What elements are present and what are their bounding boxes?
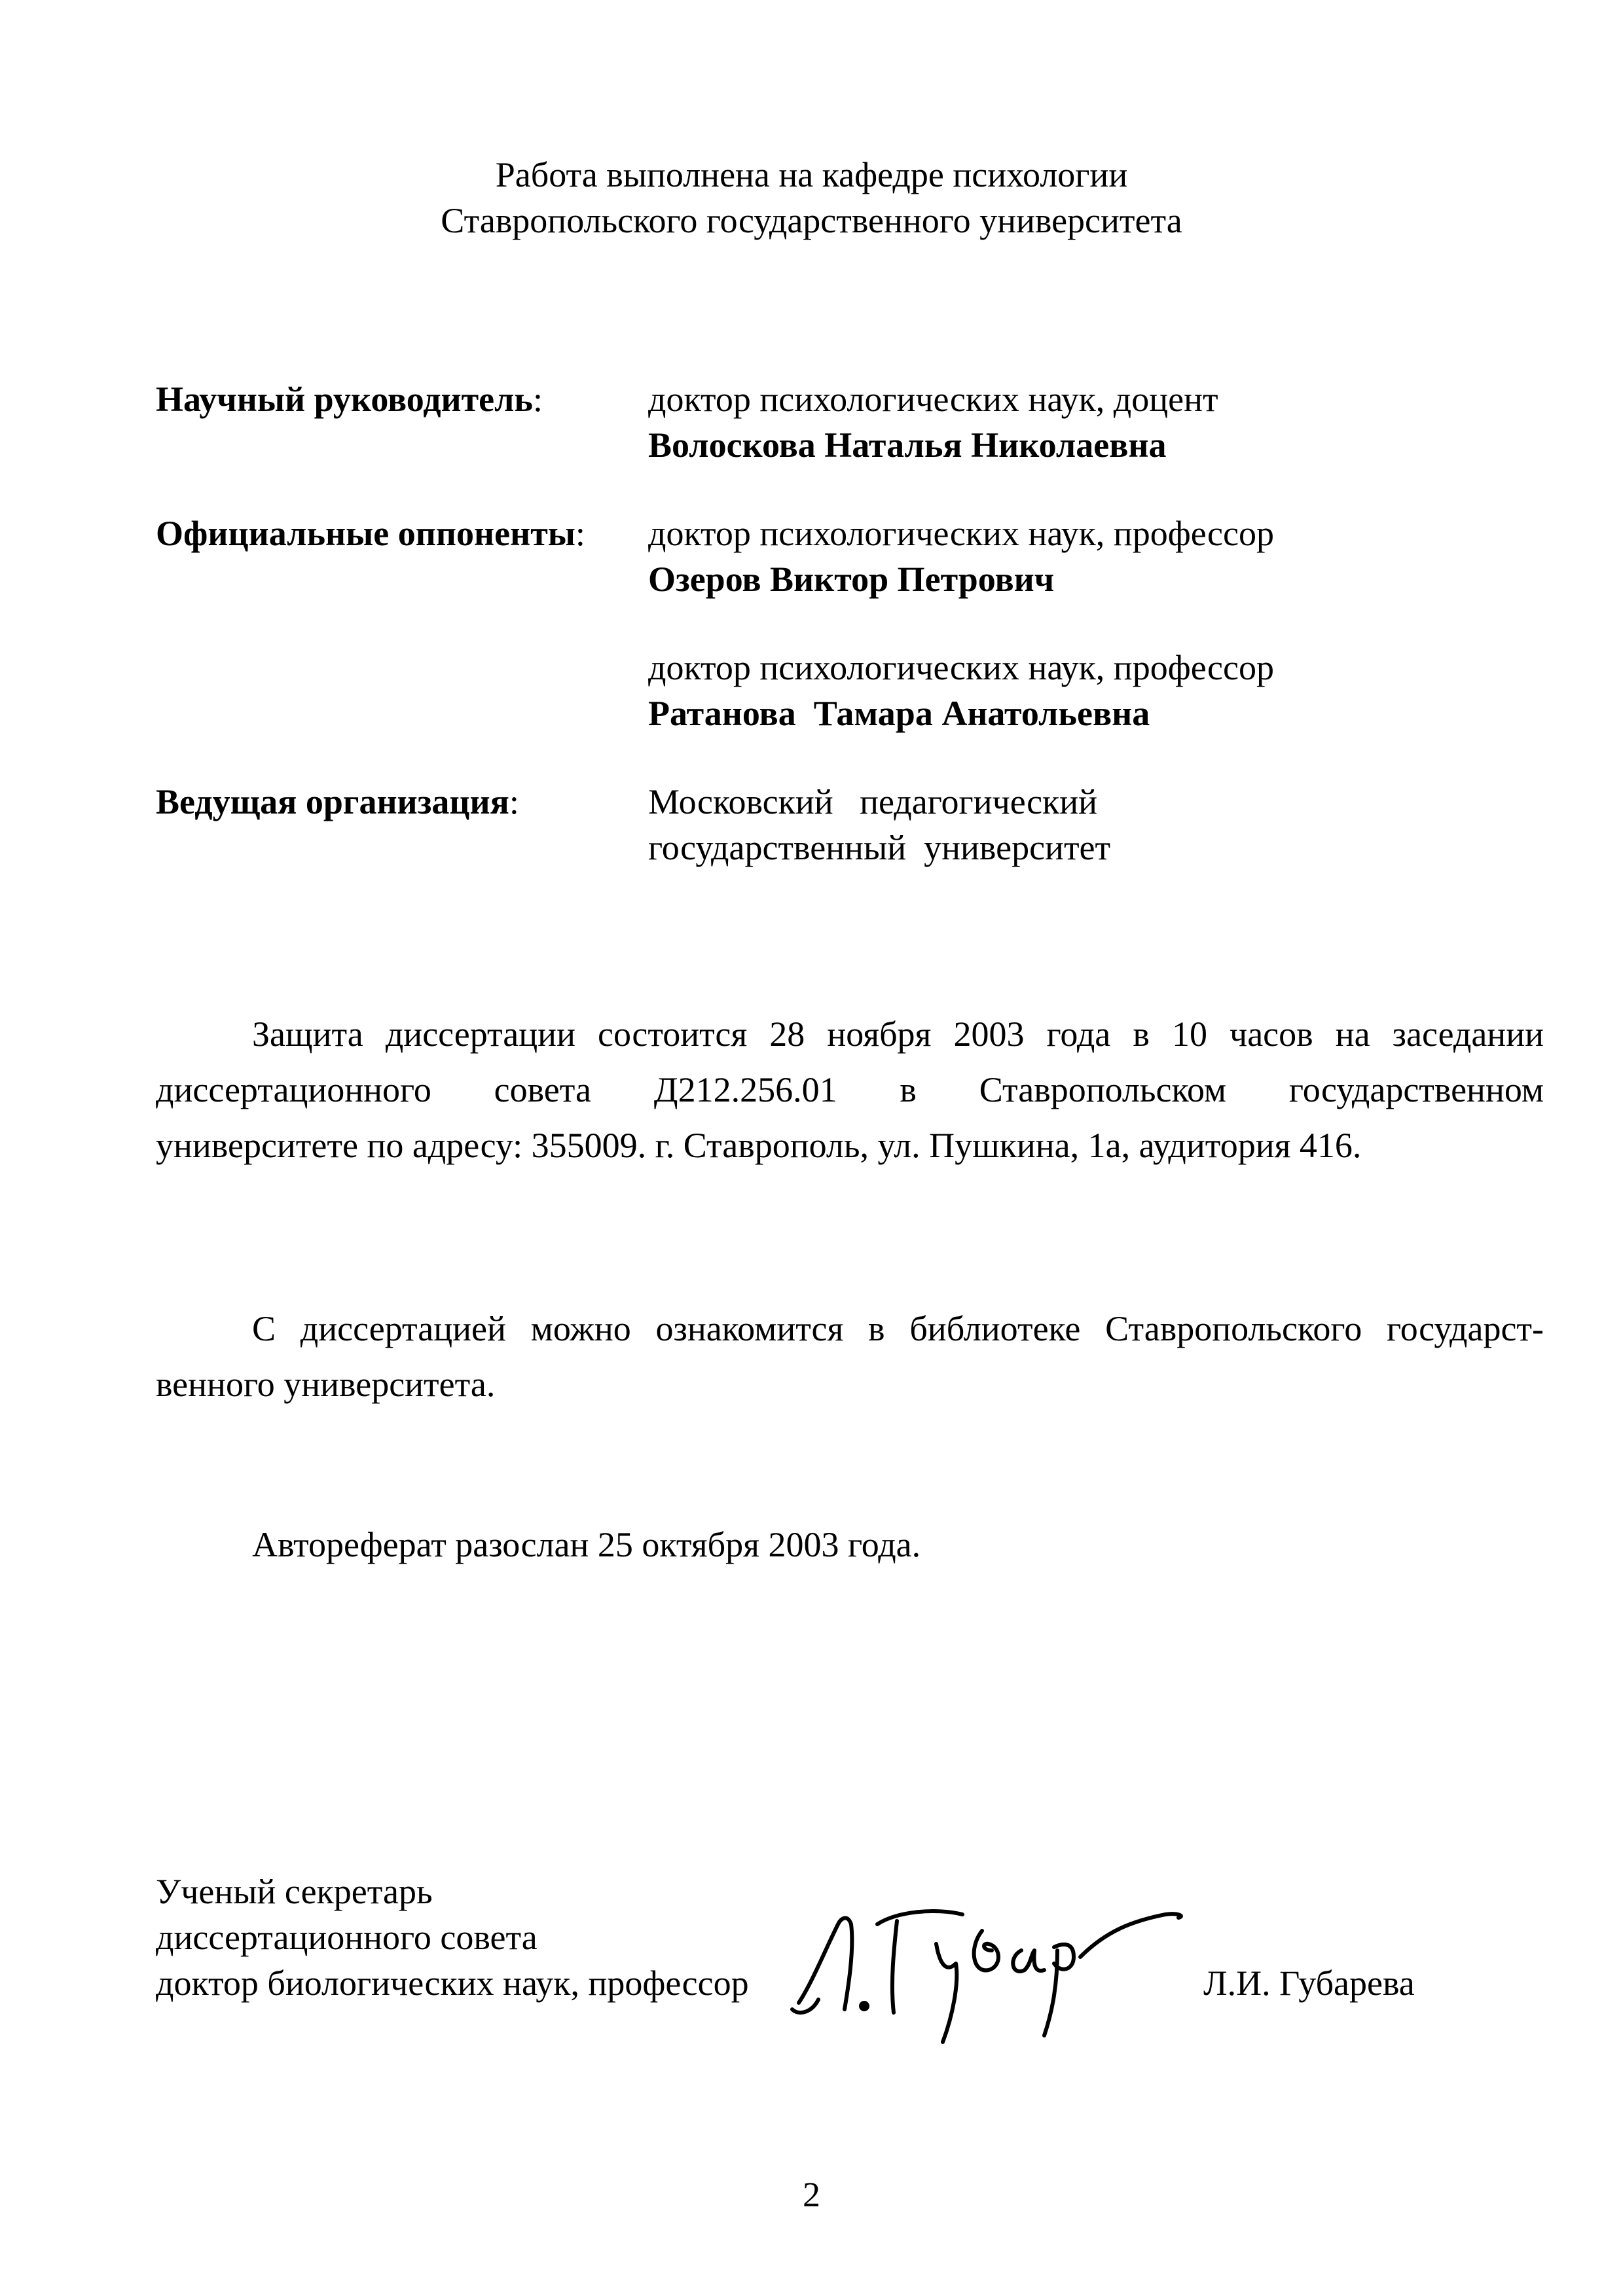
- library-line-2: венного университета.: [156, 1365, 496, 1404]
- lead-org-label-colon: :: [509, 782, 519, 821]
- opponent-1-degree: доктор психологических наук, профессор: [648, 514, 1274, 553]
- lead-org-label-text: Ведущая организация: [156, 782, 509, 821]
- lead-org-label: [156, 779, 519, 825]
- lead-org-line-2: государственный университет: [648, 828, 1111, 867]
- opponent-2-name: Ратанова Тамара Анатольевна: [648, 694, 1150, 733]
- secretary-title-line-1: Ученый секретарь: [156, 1872, 433, 1911]
- supervisor-label-text: Научный руководитель: [156, 380, 533, 419]
- header-line-1: Работа выполнена на кафедре психологии: [495, 155, 1128, 194]
- supervisor-label: [156, 376, 543, 422]
- opponents-label: [156, 511, 585, 556]
- secretary-name: Л.И. Губарева: [1203, 1964, 1415, 2003]
- library-line-1: С диссертацией можно ознакомится в библиотеке Ставропольского государст-: [252, 1309, 1544, 1348]
- supervisor-degree: доктор психологических наук, доцент: [648, 380, 1218, 419]
- secretary-title-line-2: диссертационного совета: [156, 1918, 538, 1957]
- supervisor-name: Волоскова Наталья Николаевна: [648, 425, 1167, 465]
- defense-line-1: Защита диссертации состоится 28 ноября 2003 года в 10 часов на заседании: [252, 1014, 1544, 1054]
- supervisor-label-colon: :: [533, 380, 543, 419]
- page-number: 2: [803, 2175, 820, 2214]
- header-line-2: Ставропольского государственного университета: [441, 201, 1182, 240]
- opponents-label-text: Официальные оппоненты: [156, 514, 575, 553]
- secretary-title-line-3: доктор биологических наук, профессор: [156, 1964, 749, 2003]
- lead-org-line-1: Московский педагогический: [648, 782, 1098, 821]
- opponent-1-name: Озеров Виктор Петрович: [648, 560, 1055, 599]
- abstract-sent: Автореферат разослан 25 октября 2003 года.: [252, 1525, 921, 1564]
- defense-line-3: университете по адресу: 355009. г. Ставрополь, ул. Пушкина, 1а, аудитория 416.: [156, 1126, 1362, 1165]
- opponents-label-colon: :: [575, 514, 585, 553]
- opponent-2-degree: доктор психологических наук, профессор: [648, 648, 1274, 687]
- defense-line-2: диссертационного совета Д212.256.01 в Ставропольском государственном: [156, 1070, 1544, 1109]
- handwritten-signature: [786, 1885, 1231, 2055]
